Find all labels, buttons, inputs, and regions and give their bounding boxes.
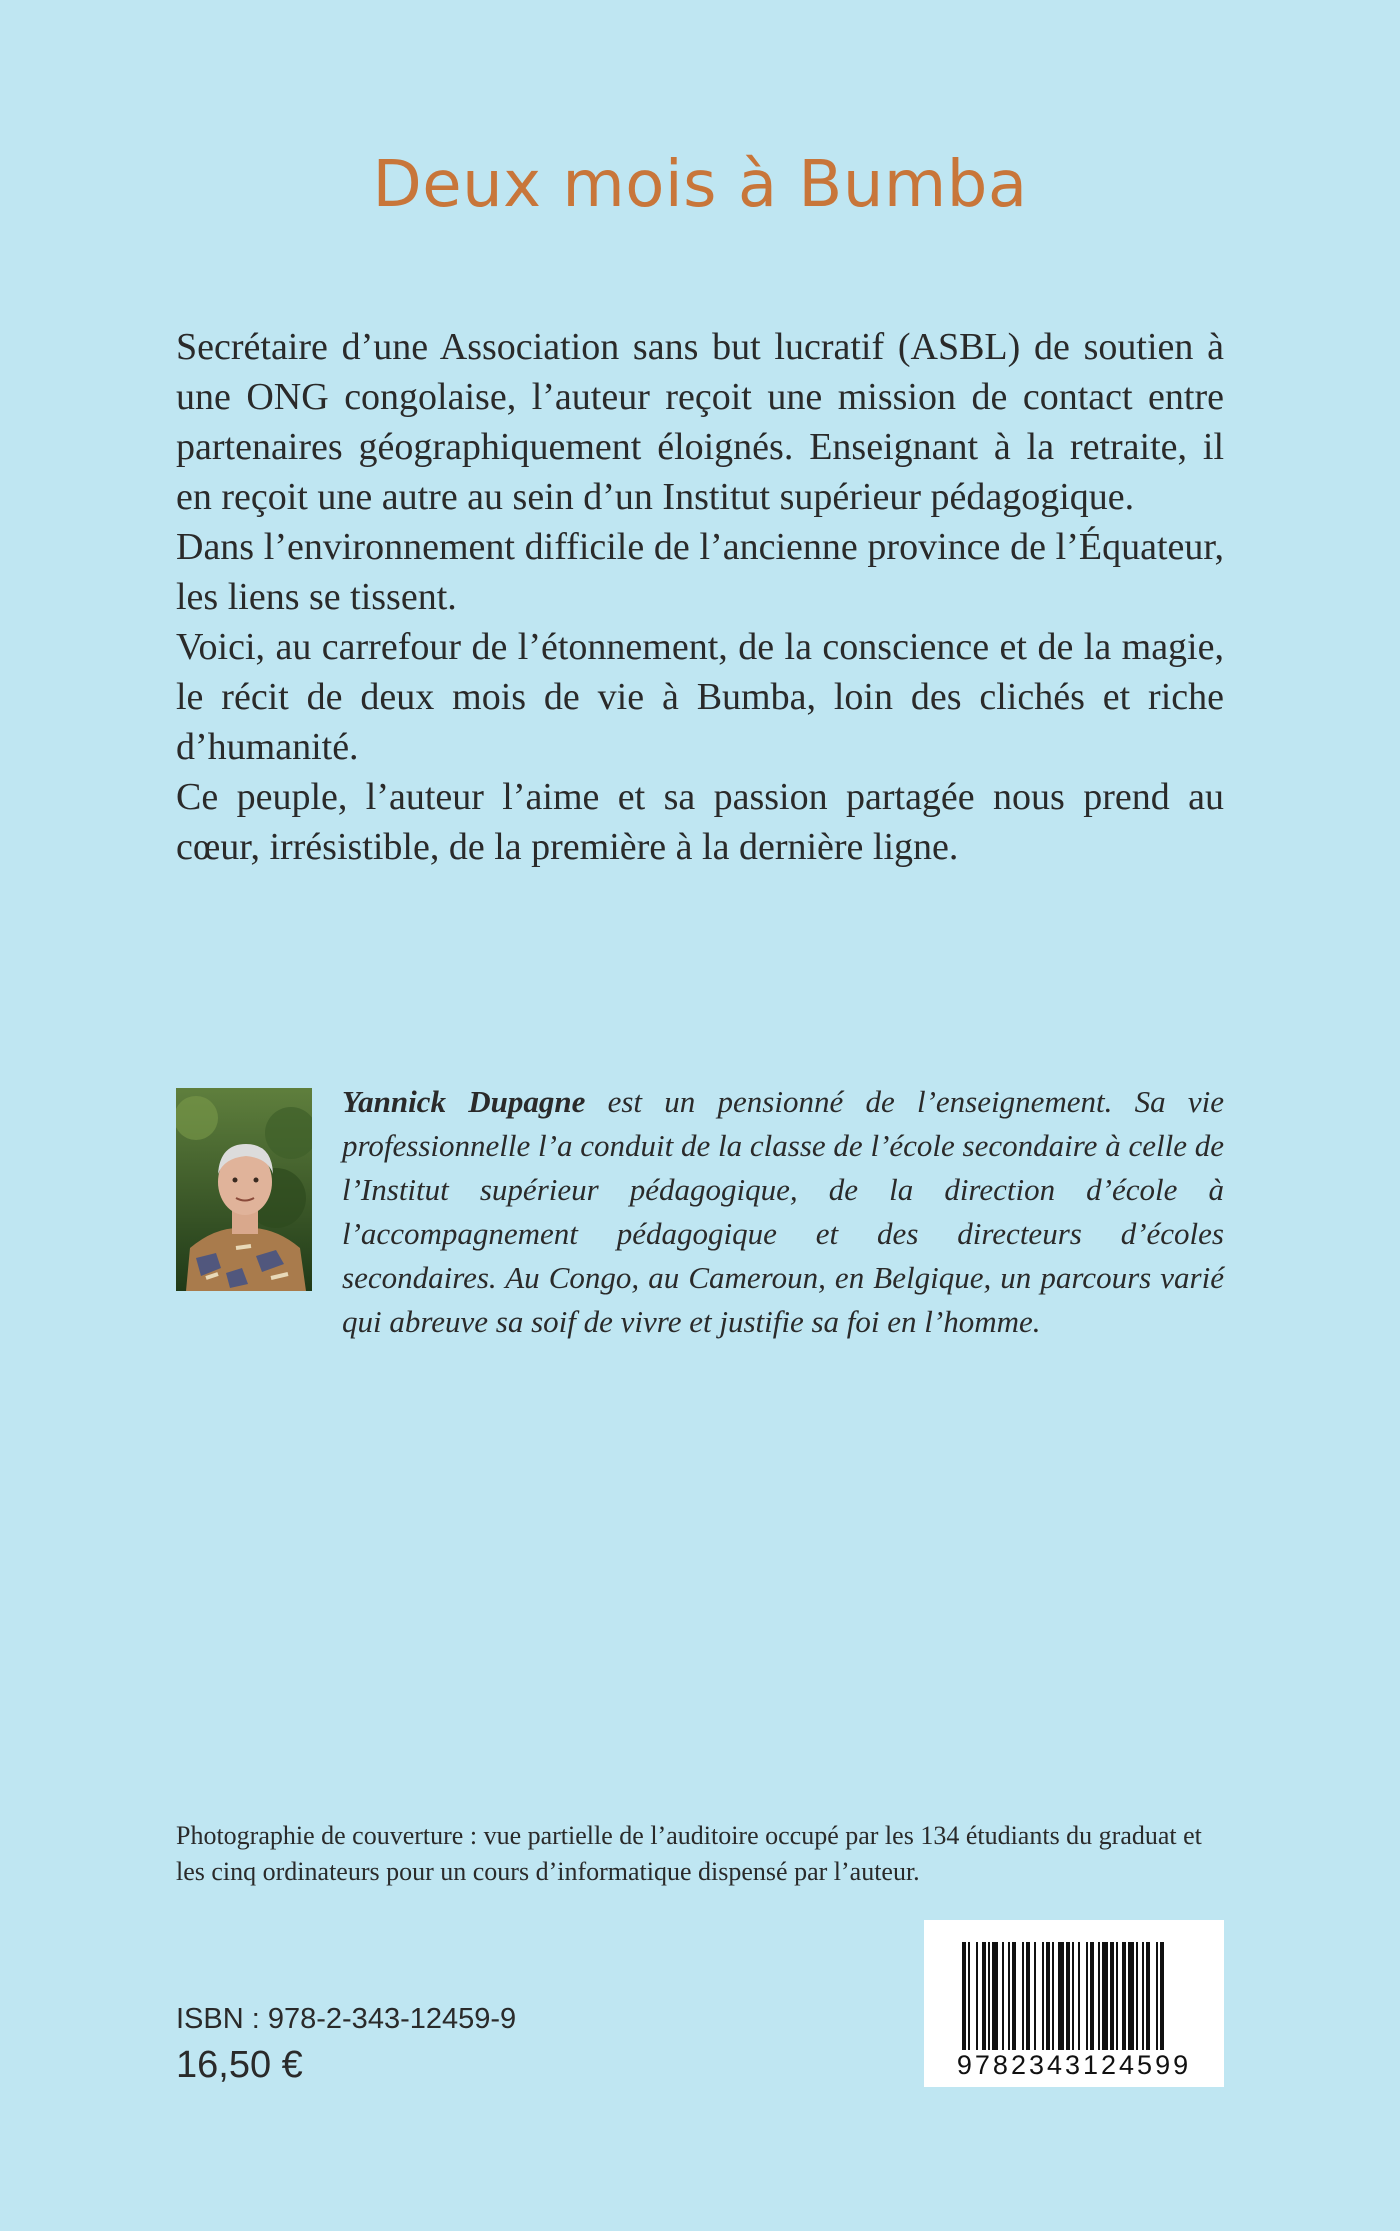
- cover-photo-credit: Photographie de couverture : vue partielle de l’auditoire occupé par les 134 étudiants du graduat et les cinq ordinateurs pour un cours d’informatique dispensé par l’auteur.: [176, 1821, 1202, 1886]
- barcode-bar: [988, 1942, 990, 2050]
- barcode-bar: [976, 1942, 978, 2050]
- barcode-bar: [992, 1942, 998, 2050]
- barcode-bar: [1160, 1942, 1164, 2050]
- barcode-bar: [1090, 1942, 1094, 2050]
- blurb-paragraph: Secrétaire d’une Association sans but lucratif (ASBL) de soutien à une ONG congolaise, l’auteur reçoit une mission de contact entre partenaires géographiquement éloignés. Enseignant à la retraite, il en reçoit une autre au sein d’un Institut supérieur pédagogique.: [176, 326, 1224, 518]
- barcode: [924, 1920, 1224, 2087]
- isbn: ISBN : 978-2-343-12459-9: [176, 2003, 517, 2035]
- author-bio: [342, 1080, 1224, 1344]
- barcode-bar: [1122, 1942, 1126, 2050]
- barcode-digits: 9782343124599: [956, 2050, 1192, 2080]
- back-cover-blurb: [176, 322, 1224, 872]
- blurb-paragraph: Ce peuple, l’auteur l’aime et sa passion partagée nous prend au cœur, irrésistible, de la première à la dernière ligne.: [176, 776, 1224, 868]
- barcode-bar: [1066, 1942, 1070, 2050]
- barcode-bar: [1058, 1942, 1064, 2050]
- barcode-bar: [1110, 1942, 1114, 2050]
- blurb-paragraph: Voici, au carrefour de l’étonnement, de la conscience et de la magie, le récit de deux mois de vie à Bumba, loin des clichés et riche d’humanité.: [176, 626, 1224, 768]
- price: 16,50 €: [176, 2044, 303, 2086]
- author-bio-text: est un pensionné de l’enseignement. Sa vie professionnelle l’a conduit de la classe de l’école secondaire à celle de l’Institut supérieur pédagogique, de la direction d’école à l’accompagnement pédagogique et des directeurs d’écoles secondaires. Au Congo, au Cameroun, en Belgique, un parcours varié qui abreuve sa soif de vivre et justifie sa foi en l’homme.: [342, 1084, 1224, 1339]
- barcode-bar: [962, 1942, 966, 2050]
- barcode-bar: [1102, 1942, 1108, 2050]
- barcode-bar: [1026, 1942, 1030, 2050]
- blurb-paragraph: Dans l’environnement difficile de l’ancienne province de l’Équateur, les liens se tissent.: [176, 526, 1224, 618]
- barcode-bar: [1072, 1942, 1074, 2050]
- barcode-bar: [1098, 1942, 1100, 2050]
- barcode-bar: [1128, 1942, 1134, 2050]
- barcode-bar: [1022, 1942, 1024, 2050]
- barcode-bar: [1008, 1942, 1010, 2050]
- barcode-bar: [982, 1942, 986, 2050]
- book-title: Deux mois à Bumba: [372, 148, 1028, 222]
- barcode-bar: [968, 1942, 970, 2050]
- barcode-bar: [1052, 1942, 1054, 2050]
- barcode-bar: [1034, 1942, 1036, 2050]
- barcode-bar: [1116, 1942, 1118, 2050]
- barcode-bar: [1012, 1942, 1016, 2050]
- barcode-bar: [1142, 1942, 1144, 2050]
- barcode-bar: [1078, 1942, 1080, 2050]
- author-photo: [176, 1088, 312, 1291]
- barcode-bar: [1146, 1942, 1150, 2050]
- barcode-bar: [1136, 1942, 1138, 2050]
- barcode-bar: [1042, 1942, 1044, 2050]
- barcode-bar: [1002, 1942, 1004, 2050]
- barcode-bar: [1086, 1942, 1088, 2050]
- barcode-bar: [1046, 1942, 1050, 2050]
- barcode-bar: [1156, 1942, 1158, 2050]
- author-name: Yannick Dupagne: [342, 1084, 586, 1119]
